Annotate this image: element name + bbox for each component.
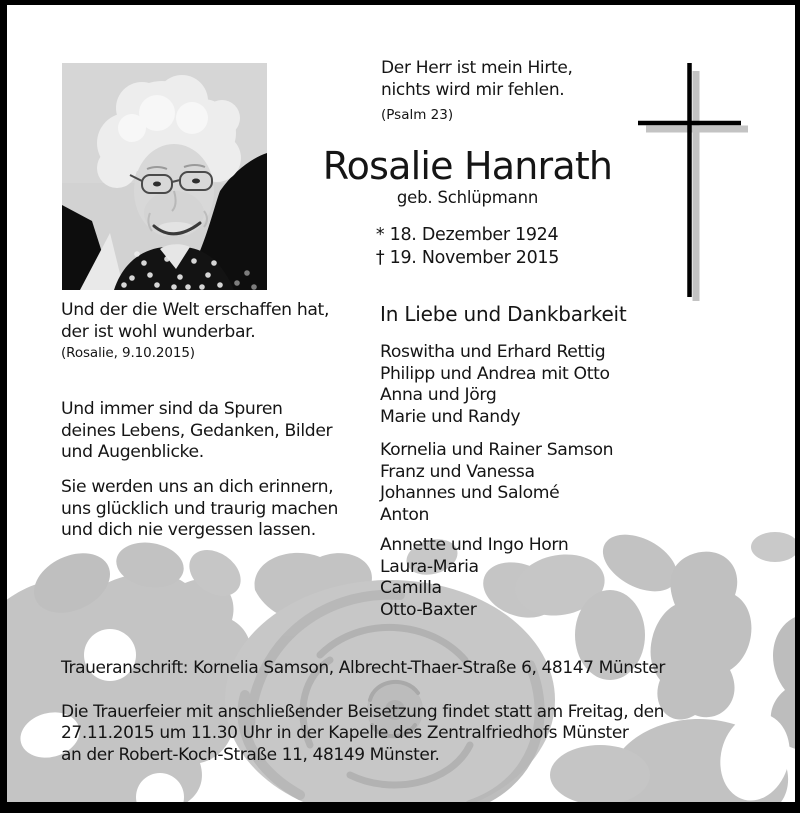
condolence-line: Otto-Baxter [380, 599, 477, 620]
condolence-line: Franz und Vanessa [380, 461, 535, 482]
quote-remembrance [61, 477, 338, 542]
condolence-heading: In Liebe und Dankbarkeit [380, 302, 627, 326]
funeral-line: 27.11.2015 um 11.30 Uhr in der Kapelle des Zentralfriedhofs Münster [61, 723, 629, 744]
maiden-name: geb. Schlüpmann [396, 188, 539, 207]
psalm-line: nichts wird mir fehlen. [381, 80, 565, 100]
portrait-photo [62, 63, 267, 290]
birth-date: * 18. Dezember 1924 [375, 225, 559, 245]
quote-line: und Augenblicke. [61, 442, 204, 463]
quote-line: Sie werden uns an dich erinnern, [61, 477, 334, 497]
mourning-address: Traueranschrift: Kornelia Samson, Albrecht-Thaer-Straße 6, 48147 Münster [61, 658, 665, 678]
condolence-group [380, 440, 613, 526]
condolence-line: Roswitha und Erhard Rettig [380, 342, 606, 362]
condolence-line: Johannes und Salomé [380, 483, 560, 504]
condolence-line: Camilla [380, 578, 442, 599]
psalm-quote [381, 57, 573, 126]
funeral-line: an der Robert-Koch-Straße 11, 48149 Münster. [61, 744, 440, 765]
quote-line: und dich nie vergessen lassen. [61, 520, 316, 541]
quote-line: Und der die Welt erschaffen hat, [61, 300, 330, 320]
condolence-group [380, 535, 568, 621]
quote-attribution: (Rosalie, 9.10.2015) [61, 345, 195, 362]
quote-line: uns glücklich und traurig machen [61, 498, 339, 519]
portrait-illustration [62, 63, 267, 290]
funeral-details [61, 702, 664, 766]
deceased-name: Rosalie Hanrath [322, 144, 613, 188]
quote-line: deines Lebens, Gedanken, Bilder [61, 420, 333, 441]
condolence-line: Marie und Randy [380, 406, 521, 427]
condolence-line: Kornelia und Rainer Samson [380, 440, 614, 460]
psalm-source: (Psalm 23) [381, 107, 454, 123]
deceased-header [295, 146, 640, 207]
death-date: † 19. November 2015 [375, 248, 560, 268]
condolence-line: Laura-Maria [380, 556, 479, 577]
quote-line: Und immer sind da Spuren [61, 399, 283, 419]
quote-line: der ist wohl wunderbar. [61, 321, 256, 342]
funeral-line: Die Trauerfeier mit anschließender Beisetzung findet statt am Freitag, den [61, 702, 665, 722]
life-dates [295, 224, 640, 270]
condolence-line: Philipp und Andrea mit Otto [380, 363, 610, 384]
quote-world-creator [61, 300, 329, 362]
condolence-line: Anton [380, 504, 430, 525]
condolence-line: Anna und Jörg [380, 385, 497, 406]
cross-icon [630, 57, 755, 303]
condolence-group [380, 342, 610, 428]
condolence-line: Annette und Ingo Horn [380, 535, 569, 555]
quote-traces [61, 399, 332, 464]
psalm-line: Der Herr ist mein Hirte, [381, 58, 573, 78]
